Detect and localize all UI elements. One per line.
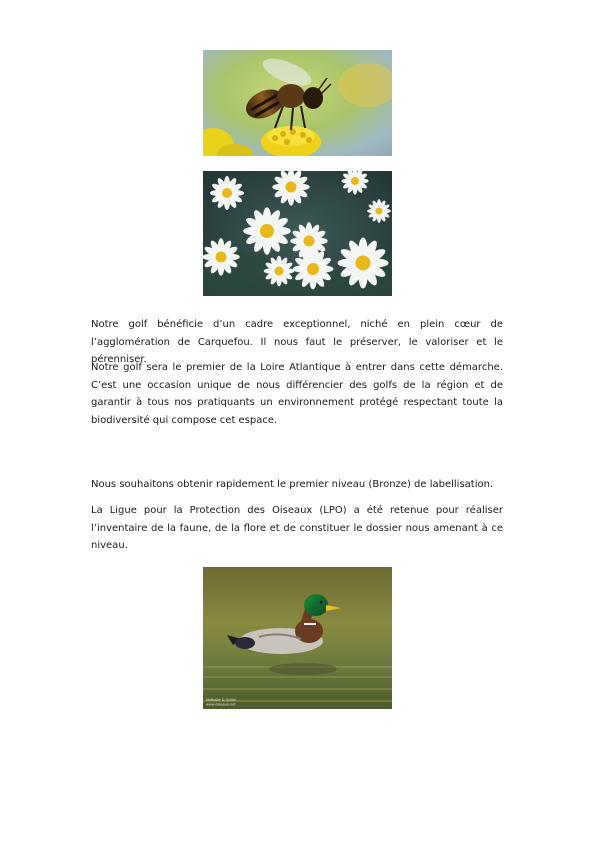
- bee-photo: [203, 50, 392, 156]
- photo-credit-line2: www.oiseaux.net: [206, 702, 236, 707]
- paragraph-lpo: La Ligue pour la Protection des Oiseaux (LPO) a été retenue pour réaliser l’inventaire de la faune, de la flore et de constituer le dossier nous amenant à ce niveau.: [91, 505, 503, 551]
- paragraph-first-in-region: Notre golf sera le premier de la Loire Atlantique à entrer dans cette démarche. C’est une occasion unique de nous différencier des golfs de la région et de garantir à tous nos pratiquants un environnement protégé respectant toute la biodiversité qui compose cet espace.: [91, 362, 503, 426]
- photo-credit-line1: Nathalie & Quillo: [206, 698, 236, 702]
- paragraph-bronze-level: Nous souhaitons obtenir rapidement le premier niveau (Bronze) de labellisation.: [91, 479, 494, 490]
- paragraph-intro: Notre golf bénéficie d’un cadre exceptionnel, niché en plein cœur de l’agglomération de Carquefou. Il nous faut le préserver, le valoriser et le pérenniser.: [91, 319, 503, 365]
- mallard-duck-photo: [203, 567, 392, 709]
- daisies-photo: [203, 171, 392, 296]
